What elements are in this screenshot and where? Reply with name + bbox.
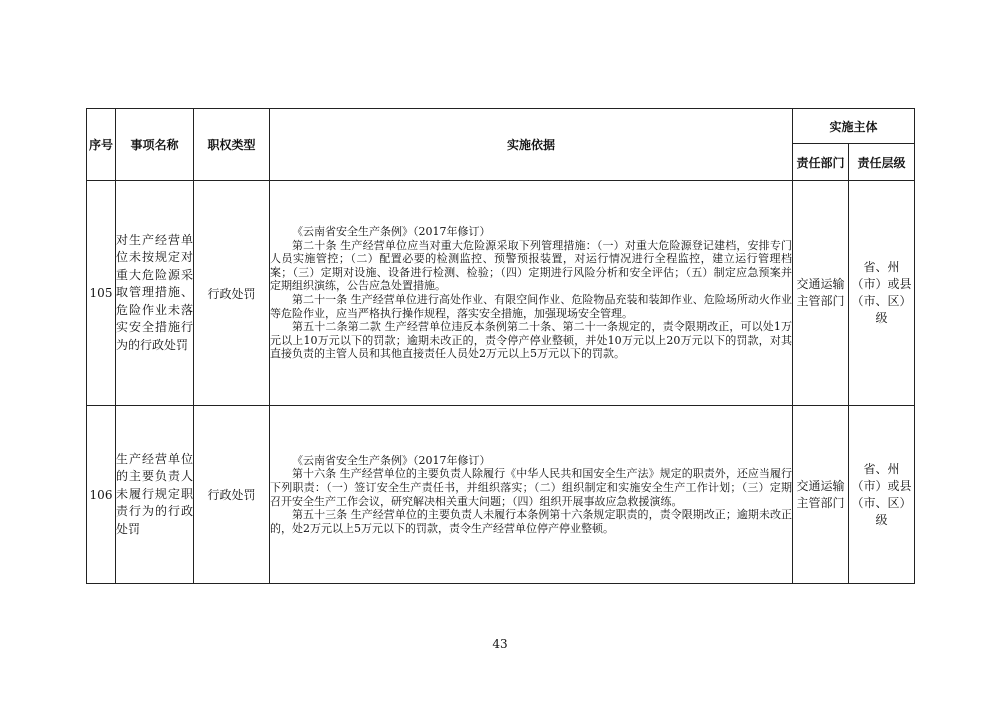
header-row-top bbox=[87, 109, 915, 144]
row-power-type: 行政处罚 bbox=[194, 181, 270, 406]
table-row bbox=[87, 406, 915, 584]
basis-paragraph: 第二十条 生产经营单位应当对重大危险源采取下列管理措施：（一）对重大危险源登记建档，安排专门人员实施管控；（二）配置必要的检测监控、预警预报装置，对运行情况进行全程监控，建立运行管理档案；（三）定期对设施、设备进行检测、检验；（四）定期进行风险分析和安全评估；（五）制定应急预案并定期组织演练，公告应急处置措施。 bbox=[270, 238, 792, 293]
row-item-name: 生产经营单位的主要负责人未履行规定职责行为的行政处罚 bbox=[116, 406, 194, 584]
basis-paragraph: 第五十三条 生产经营单位的主要负责人未履行本条例第十六条规定职责的，责令限期改正；逾期未改正的，处2万元以上5万元以下的罚款，责令生产经营单位停产停业整顿。 bbox=[270, 508, 792, 535]
row-power-type: 行政处罚 bbox=[194, 406, 270, 584]
header-dept: 责任部门 bbox=[793, 144, 849, 181]
header-level: 责任层级 bbox=[849, 144, 915, 181]
page-number: 43 bbox=[492, 637, 508, 651]
basis-paragraph: 第二十一条 生产经营单位进行高处作业、有限空间作业、危险物品充装和装卸作业、危险场所动火作业等危险作业，应当严格执行操作规程，落实安全措施，加强现场安全管理。 bbox=[270, 293, 792, 320]
basis-paragraph: 《云南省安全生产条例》（2017年修订） bbox=[292, 453, 491, 467]
row-basis bbox=[270, 406, 793, 584]
row-seq: 105 bbox=[87, 181, 116, 406]
row-dept: 交通运输主管部门 bbox=[793, 406, 849, 584]
row-seq: 106 bbox=[87, 406, 116, 584]
row-item-name: 对生产经营单位未按规定对重大危险源采取管理措施、危险作业未落实安全措施行为的行政处罚 bbox=[116, 181, 194, 406]
row-basis bbox=[270, 181, 793, 406]
row-dept: 交通运输主管部门 bbox=[793, 181, 849, 406]
header-item-name: 事项名称 bbox=[116, 109, 194, 181]
basis-paragraph: 第十六条 生产经营单位的主要负责人除履行《中华人民共和国安全生产法》规定的职责外，还应当履行下列职责：（一）签订安全生产责任书，并组织落实；（二）组织制定和实施安全生产工作计划；（三）定期召开安全生产工作会议，研究解决相关重大问题；（四）组织开展事故应急救援演练。 bbox=[270, 467, 792, 508]
header-power-type: 职权类型 bbox=[194, 109, 270, 181]
row-level: 省、州（市）或县（市、区）级 bbox=[849, 181, 915, 406]
header-basis: 实施依据 bbox=[270, 109, 793, 181]
authority-table bbox=[86, 108, 915, 584]
header-seq: 序号 bbox=[87, 109, 116, 181]
basis-paragraph: 《云南省安全生产条例》（2017年修订） bbox=[292, 225, 491, 239]
header-subject: 实施主体 bbox=[793, 109, 915, 144]
basis-paragraph: 第五十二条第二款 生产经营单位违反本条例第二十条、第二十一条规定的，责令限期改正，可以处1万元以上10万元以下的罚款；逾期未改正的，责令停产停业整顿，并处10万元以上20万元以下的罚款，对其直接负责的主管人员和其他直接责任人员处2万元以上5万元以下的罚款。 bbox=[270, 320, 792, 361]
table-row bbox=[87, 181, 915, 406]
row-level: 省、州（市）或县（市、区）级 bbox=[849, 406, 915, 584]
